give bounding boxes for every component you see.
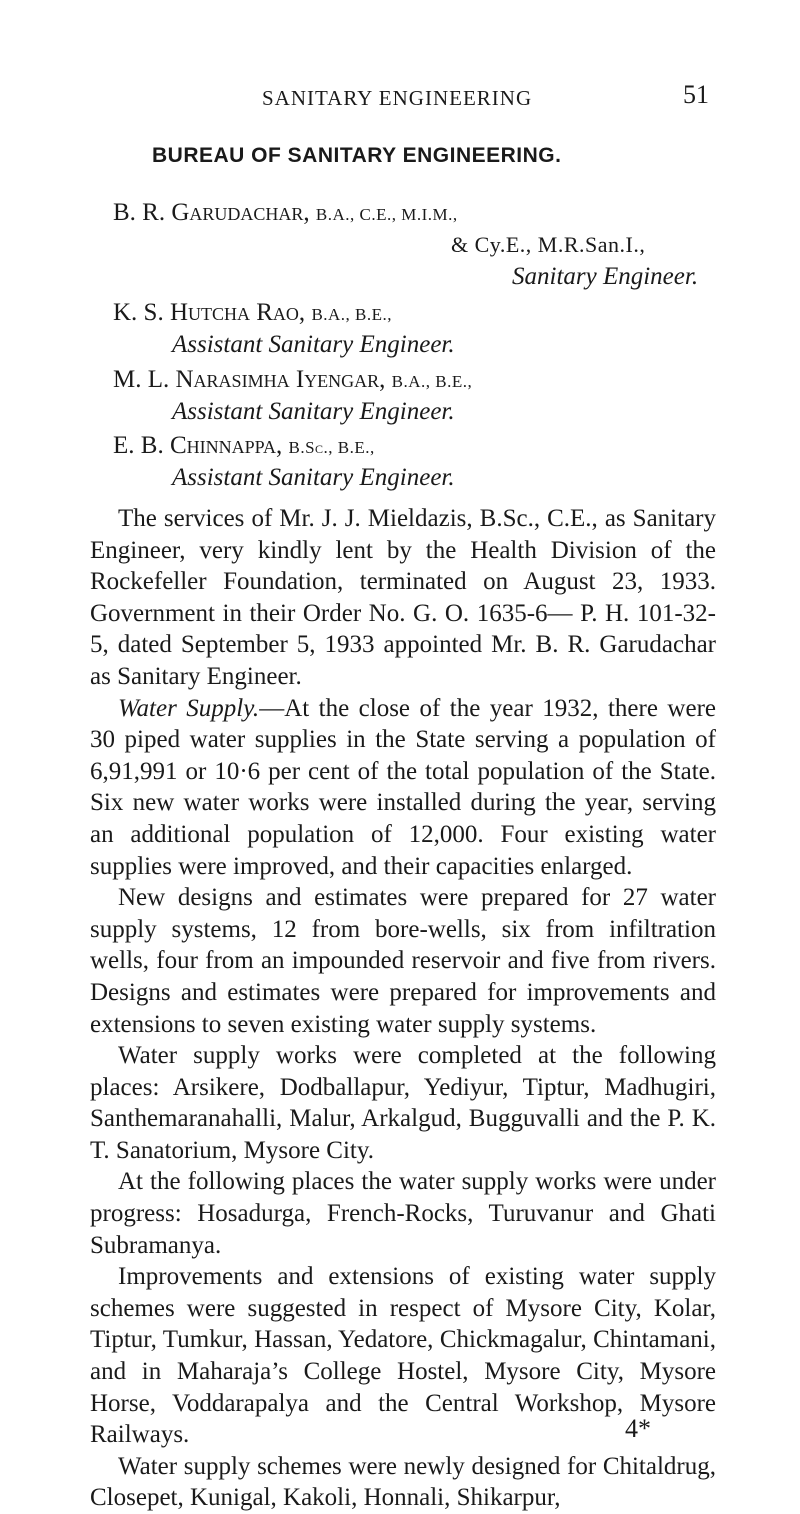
- running-head: [0, 80, 800, 116]
- page-number: 51: [683, 80, 709, 109]
- staff-designation: Assistant Sanitary Engineer.: [172, 398, 455, 425]
- staff-degrees-continued: & Cy.E., M.R.San.I.,: [451, 232, 646, 257]
- staff-entry-name-line: [113, 299, 392, 327]
- staff-name: M. L. Narasimha Iyengar,: [113, 366, 386, 393]
- water-supply-text: —At the close of the year 1932, there were 30 piped water supplies in the State serving a population of 6,91,991 or 10·6 per cent of the total population of the State. Six new water works were installed during the year, serving an additional population of 12,000. Four existing water supplies were improved, and their capacities enlarged.: [90, 694, 716, 880]
- staff-degrees: B.A., C.E., M.I.M.,: [315, 205, 458, 224]
- body-text: [90, 503, 716, 1514]
- staff-name: B. R. Garudachar,: [113, 199, 310, 226]
- staff-designation: Sanitary Engineer.: [512, 263, 699, 290]
- paragraph-services: The services of Mr. J. J. Mieldazis, B.Sc., C.E., as Sanitary Engineer, very kindly lent by the Health Division of the Rockefeller Foundation, terminated on August 23, 1933. Government in their Order No. G. O. 1635-6— P. H. 101-32-5, dated September 5, 1933 appointed Mr. B. R. Garudachar as Sanitary Engineer.: [90, 505, 716, 690]
- paragraph-works-in-progress: At the following places the water supply works were under progress: Hosadurga, French-Rocks, Turuvanur and Ghati Subramanya.: [90, 1168, 716, 1259]
- paragraph-improvements: Improvements and extensions of existing water supply schemes were suggested in respect of Mysore City, Kolar, Tiptur, Tumkur, Hassan, Yedatore, Chickmagalur, Chintamani, and in Maharaja’s College Hostel, Mysore City, Mysore Horse, Voddarapalya and the Central Workshop, Mysore Railways.: [90, 1263, 716, 1449]
- running-head-title: SANITARY ENGINEERING: [262, 86, 533, 110]
- staff-designation: Assistant Sanitary Engineer.: [172, 331, 455, 358]
- staff-entry-name-line: [113, 366, 472, 394]
- staff-entry-name-line: [113, 432, 375, 460]
- signature-mark: 4*: [625, 1414, 651, 1443]
- staff-degrees: B.Sc., B.E.,: [288, 438, 375, 457]
- section-title: BUREAU OF SANITARY ENGINEERING.: [152, 144, 562, 167]
- staff-designation: Assistant Sanitary Engineer.: [172, 464, 455, 491]
- staff-name: K. S. Hutcha Rao,: [113, 299, 306, 326]
- staff-degrees: B.A., B.E.,: [311, 305, 393, 324]
- paragraph-new-schemes: Water supply schemes were newly designed for Chitaldrug, Closepet, Kunigal, Kakoli, Honnali, Shikarpur,: [90, 1452, 716, 1512]
- staff-name: E. B. Chinnappa,: [113, 432, 283, 459]
- water-supply-heading: Water Supply.: [118, 694, 260, 722]
- paragraph-completed-works: Water supply works were completed at the following places: Arsikere, Dodballapur, Yediyur, Tiptur, Madhugiri, Santhemaranahalli, Malur, Arkalgud, Bugguvalli and the P. K. T. Sanatorium, Mysore City.: [90, 1042, 716, 1164]
- staff-entry-name-line: [113, 199, 458, 227]
- paragraph-new-designs: New designs and estimates were prepared for 27 water supply systems, 12 from bore-wells, six from infiltration wells, four from an impounded reservoir and five from rivers. Designs and estimates were prepared for improvements and extensions to seven existing water supply systems.: [90, 884, 716, 1038]
- paragraph-water-supply: [90, 693, 716, 883]
- staff-degrees: B.A., B.E.,: [391, 372, 473, 391]
